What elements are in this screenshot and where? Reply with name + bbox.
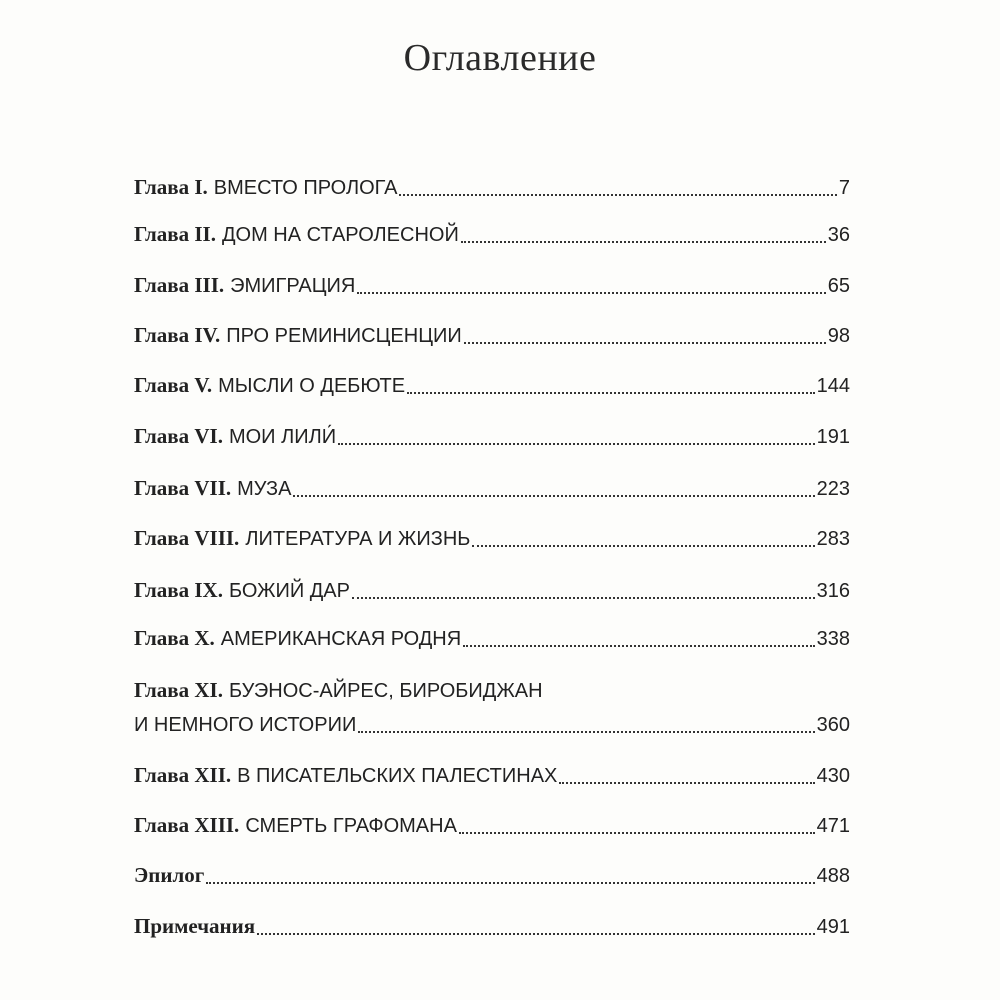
page-number: 430 — [816, 765, 850, 787]
chapter-title: МОИ ЛИЛИ́ — [228, 426, 337, 448]
toc-entry-5[interactable] — [134, 372, 850, 399]
toc-entry-4[interactable] — [134, 322, 850, 349]
toc-entry-1[interactable] — [134, 174, 850, 201]
toc-entry-13[interactable] — [134, 812, 850, 839]
toc-entry-9[interactable] — [134, 577, 850, 604]
page-number: 191 — [816, 426, 850, 448]
page-number: 338 — [816, 628, 850, 650]
leader-dots — [559, 782, 814, 784]
leader-dots — [206, 882, 814, 884]
chapter-number: Глава IV. — [134, 323, 221, 347]
chapter-title: ВМЕСТО ПРОЛОГА — [213, 177, 398, 199]
toc-entry-notes[interactable] — [134, 913, 850, 940]
chapter-number: Глава XI. — [134, 678, 223, 702]
page-number: 491 — [816, 916, 850, 938]
toc-entry-7[interactable] — [134, 475, 850, 502]
page-number: 316 — [816, 580, 850, 602]
epilogue-label: Эпилог — [134, 863, 205, 887]
chapter-number: Глава XII. — [134, 763, 232, 787]
chapter-title: ПРО РЕМИНИСЦЕНЦИИ — [226, 325, 462, 347]
page-number: 283 — [816, 528, 850, 550]
chapter-title: ДОМ НА СТАРОЛЕСНОЙ — [221, 224, 459, 246]
chapter-title: БОЖИЙ ДАР — [228, 580, 350, 602]
leader-dots — [461, 241, 826, 243]
leader-dots — [338, 443, 815, 445]
page-title: Оглавление — [403, 37, 597, 79]
leader-dots — [358, 731, 814, 733]
chapter-title: СМЕРТЬ ГРАФОМАНА — [245, 815, 457, 837]
toc-entry-2[interactable] — [134, 221, 850, 248]
chapter-title: БУЭНОС-АЙРЕС, БИРОБИДЖАН — [228, 680, 543, 702]
chapter-title: АМЕРИКАНСКАЯ РОДНЯ — [220, 628, 462, 650]
chapter-title: В ПИСАТЕЛЬСКИХ ПАЛЕСТИНАХ — [237, 765, 558, 787]
page-number: 144 — [816, 375, 850, 397]
page-number: 471 — [816, 815, 850, 837]
chapter-number: Глава V. — [134, 373, 213, 397]
leader-dots — [257, 933, 815, 935]
chapter-title: ЛИТЕРАТУРА И ЖИЗНЬ — [245, 528, 471, 550]
chapter-number: Глава I. — [134, 175, 208, 199]
chapter-number: Глава II. — [134, 222, 216, 246]
toc-entry-3[interactable] — [134, 272, 850, 299]
toc-entry-11[interactable] — [134, 677, 850, 738]
chapter-title: МЫСЛИ О ДЕБЮТЕ — [218, 375, 406, 397]
chapter-number: Глава XIII. — [134, 813, 240, 837]
chapter-number: Глава VI. — [134, 424, 223, 448]
leader-dots — [463, 645, 814, 647]
chapter-title: ЭМИГРАЦИЯ — [230, 275, 356, 297]
page-number: 7 — [838, 177, 850, 199]
leader-dots — [293, 495, 814, 497]
chapter-number: Глава IX. — [134, 578, 223, 602]
chapter-number: Глава X. — [134, 626, 215, 650]
leader-dots — [472, 545, 814, 547]
leader-dots — [352, 597, 815, 599]
page-number: 360 — [816, 714, 850, 736]
toc-entry-epilogue[interactable] — [134, 862, 850, 889]
chapter-title-continued: И НЕМНОГО ИСТОРИИ — [134, 714, 357, 736]
leader-dots — [464, 342, 826, 344]
toc-entry-8[interactable] — [134, 525, 850, 552]
chapter-number: Глава III. — [134, 273, 225, 297]
leader-dots — [357, 292, 825, 294]
chapter-title: МУЗА — [237, 478, 292, 500]
page-number: 488 — [816, 865, 850, 887]
toc-entry-6[interactable] — [134, 423, 850, 450]
page-number: 36 — [827, 224, 850, 246]
page-number: 223 — [816, 478, 850, 500]
notes-label: Примечания — [134, 914, 256, 938]
leader-dots — [459, 832, 815, 834]
toc-entry-10[interactable] — [134, 625, 850, 652]
page-number: 65 — [827, 275, 850, 297]
chapter-number: Глава VIII. — [134, 526, 240, 550]
chapter-number: Глава VII. — [134, 476, 232, 500]
page-number: 98 — [827, 325, 850, 347]
leader-dots — [399, 194, 836, 196]
leader-dots — [407, 392, 815, 394]
toc-entry-12[interactable] — [134, 762, 850, 789]
